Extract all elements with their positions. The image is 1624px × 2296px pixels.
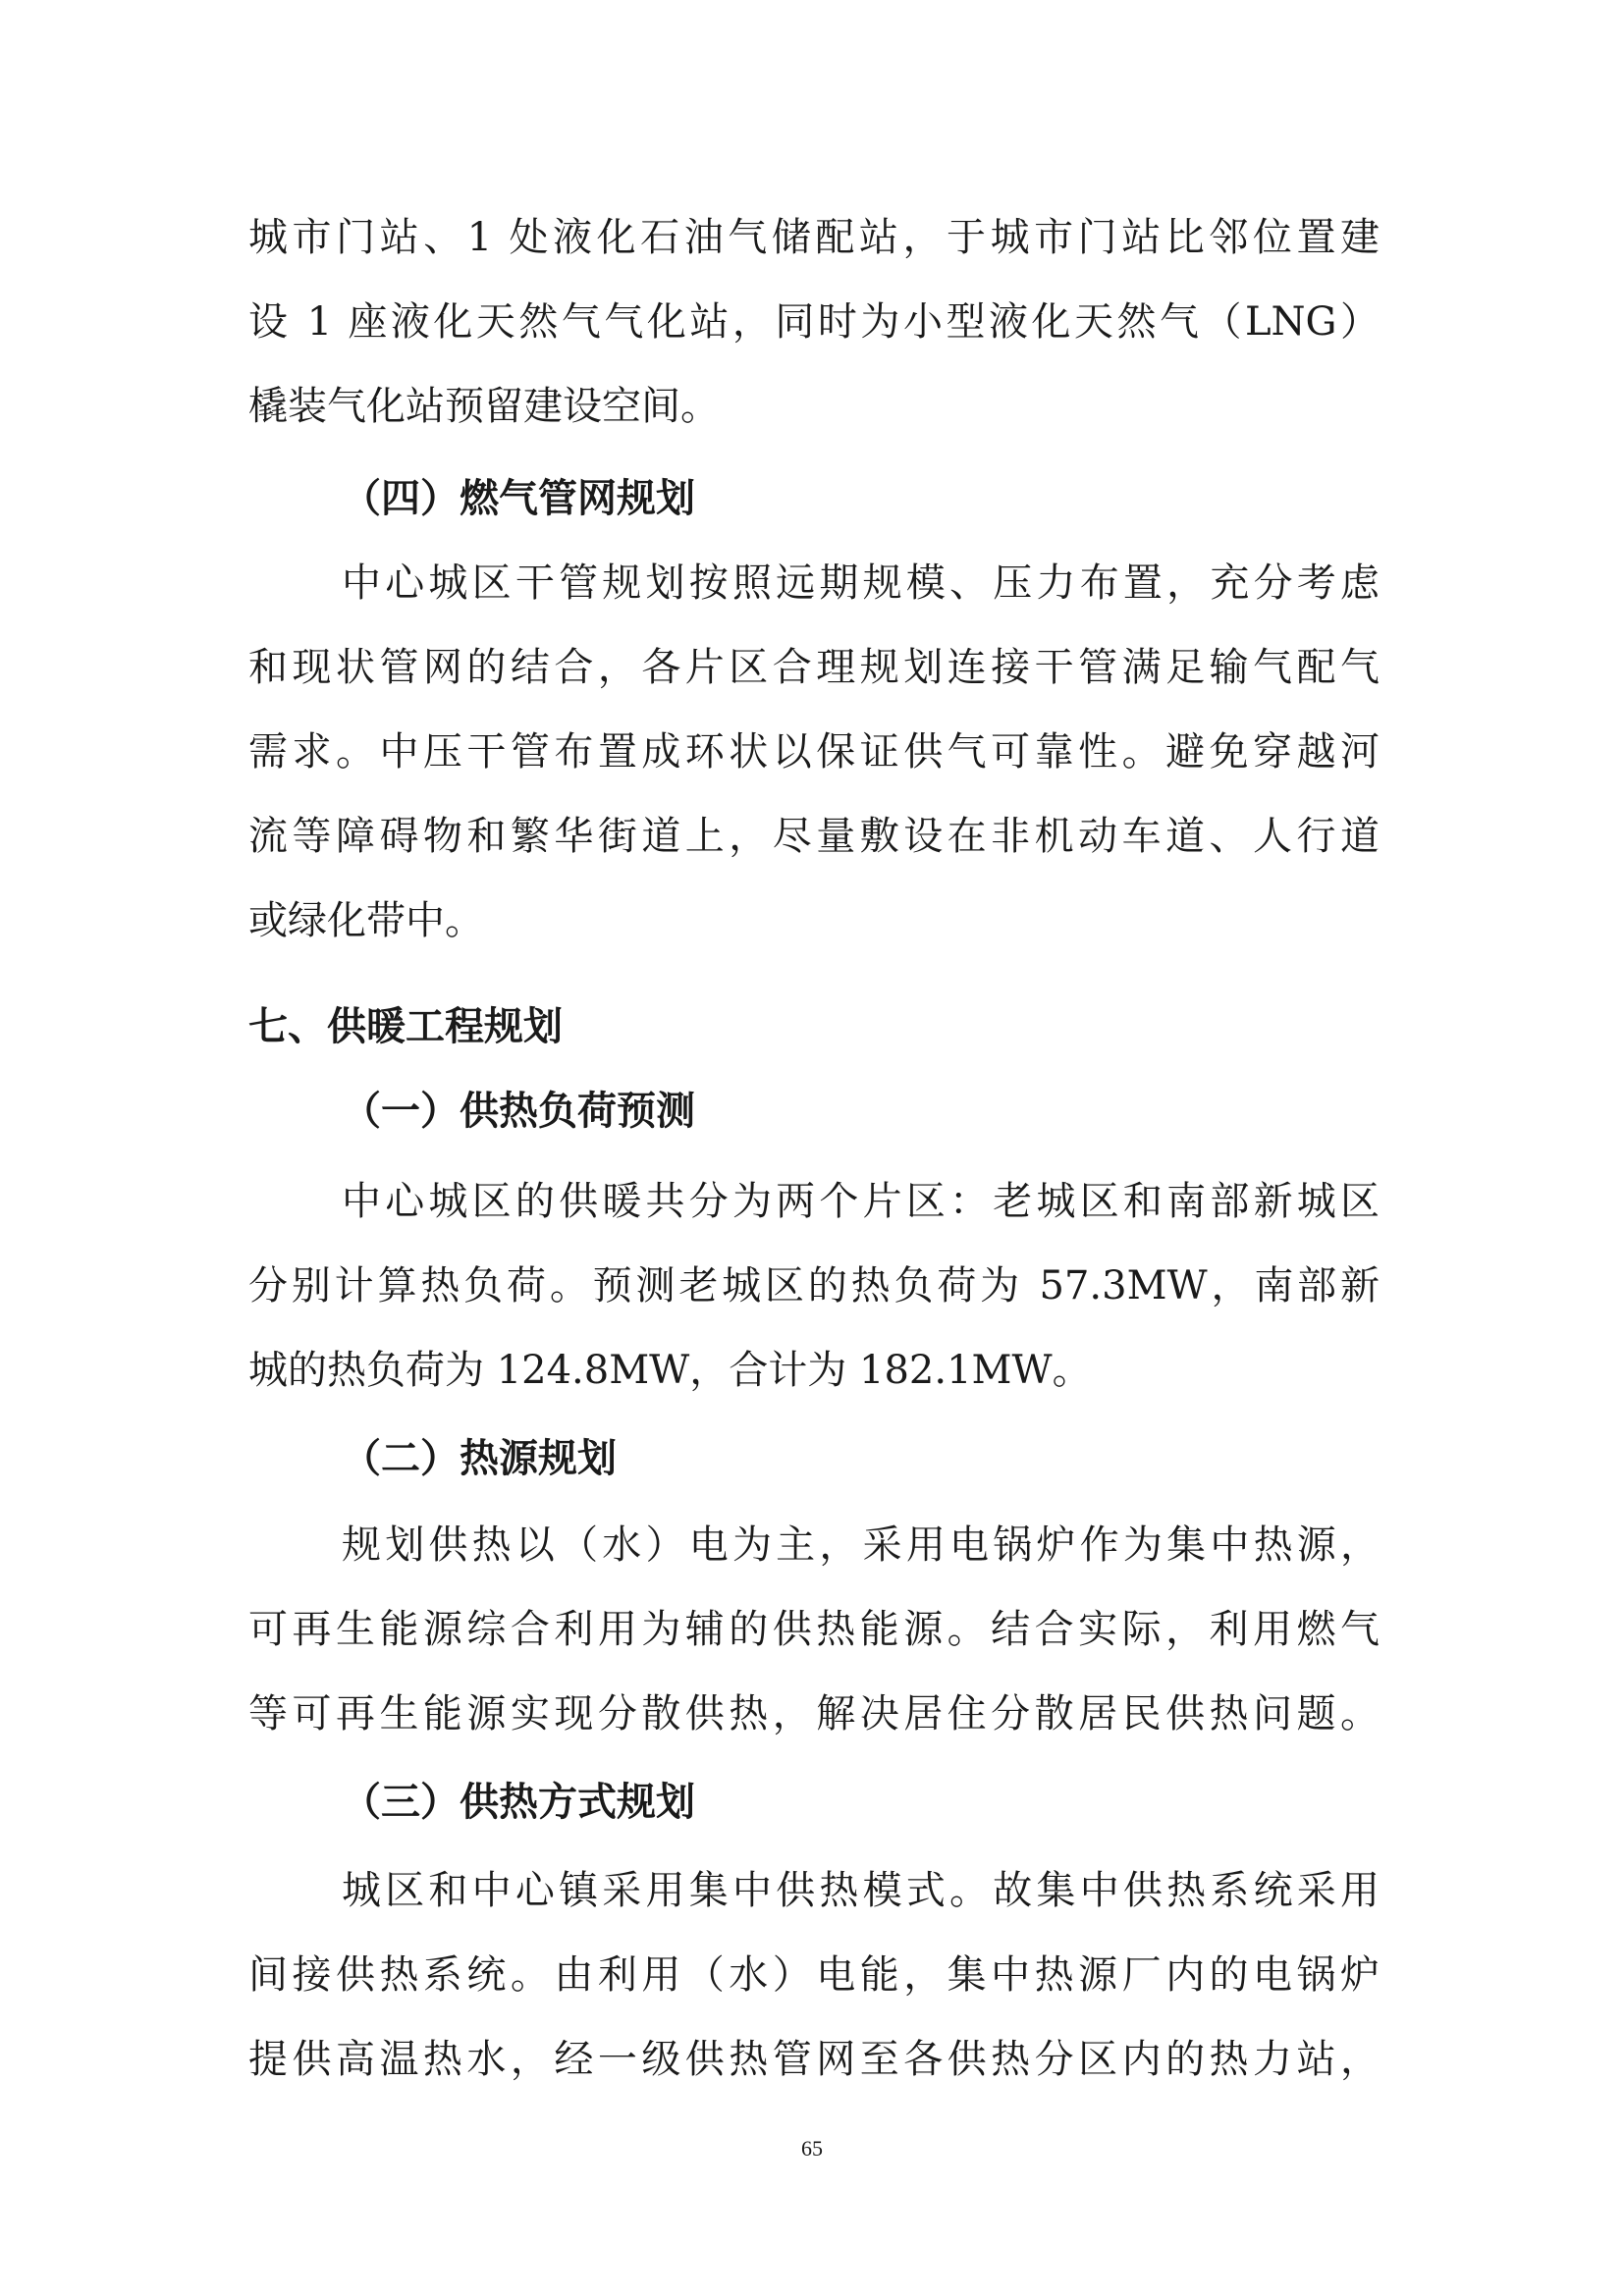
body-text-line: 城的热负荷为 124.8MW，合计为 182.1MW。 bbox=[248, 1348, 1092, 1393]
section-heading: （三）供热方式规划 bbox=[342, 1780, 695, 1825]
body-text-line: 等可再生能源实现分散供热，解决居住分散居民供热问题。 bbox=[248, 1691, 1380, 1736]
body-text-line: 可再生能源综合利用为辅的供热能源。结合实际，利用燃气 bbox=[248, 1607, 1380, 1652]
body-text-line: 城市门站、1 处液化石油气储配站，于城市门站比邻位置建 bbox=[248, 215, 1380, 260]
body-text-line: 分别计算热负荷。预测老城区的热负荷为 57.3MW，南部新 bbox=[248, 1263, 1380, 1308]
body-text-line: 设 1 座液化天然气气化站，同时为小型液化天然气（LNG） bbox=[248, 299, 1380, 345]
body-text-line: 流等障碍物和繁华街道上，尽量敷设在非机动车道、人行道 bbox=[248, 814, 1380, 859]
body-text-line: 和现状管网的结合，各片区合理规划连接干管满足输气配气 bbox=[248, 645, 1380, 690]
body-text-line: 中心城区的供暖共分为两个片区：老城区和南部新城区 bbox=[342, 1179, 1380, 1224]
body-text-line: 中心城区干管规划按照远期规模、压力布置，充分考虑 bbox=[342, 561, 1380, 606]
body-text-line: 提供高温热水，经一级供热管网至各供热分区内的热力站， bbox=[248, 2037, 1380, 2082]
section-heading: （四）燃气管网规划 bbox=[342, 476, 695, 521]
body-text-line: 或绿化带中。 bbox=[248, 898, 484, 943]
page-number: 65 bbox=[801, 2136, 823, 2161]
section-heading: （二）热源规划 bbox=[342, 1436, 617, 1481]
body-text-line: 橇装气化站预留建设空间。 bbox=[248, 384, 720, 429]
body-text-line: 间接供热系统。由利用（水）电能，集中热源厂内的电锅炉 bbox=[248, 1952, 1380, 1998]
section-heading: （一）供热负荷预测 bbox=[342, 1089, 695, 1134]
body-text-line: 规划供热以（水）电为主，采用电锅炉作为集中热源， bbox=[342, 1522, 1380, 1568]
chapter-heading: 七、供暖工程规划 bbox=[248, 1004, 563, 1049]
body-text-line: 城区和中心镇采用集中供热模式。故集中供热系统采用 bbox=[342, 1868, 1380, 1913]
body-text-line: 需求。中压干管布置成环状以保证供气可靠性。避免穿越河 bbox=[248, 729, 1380, 774]
